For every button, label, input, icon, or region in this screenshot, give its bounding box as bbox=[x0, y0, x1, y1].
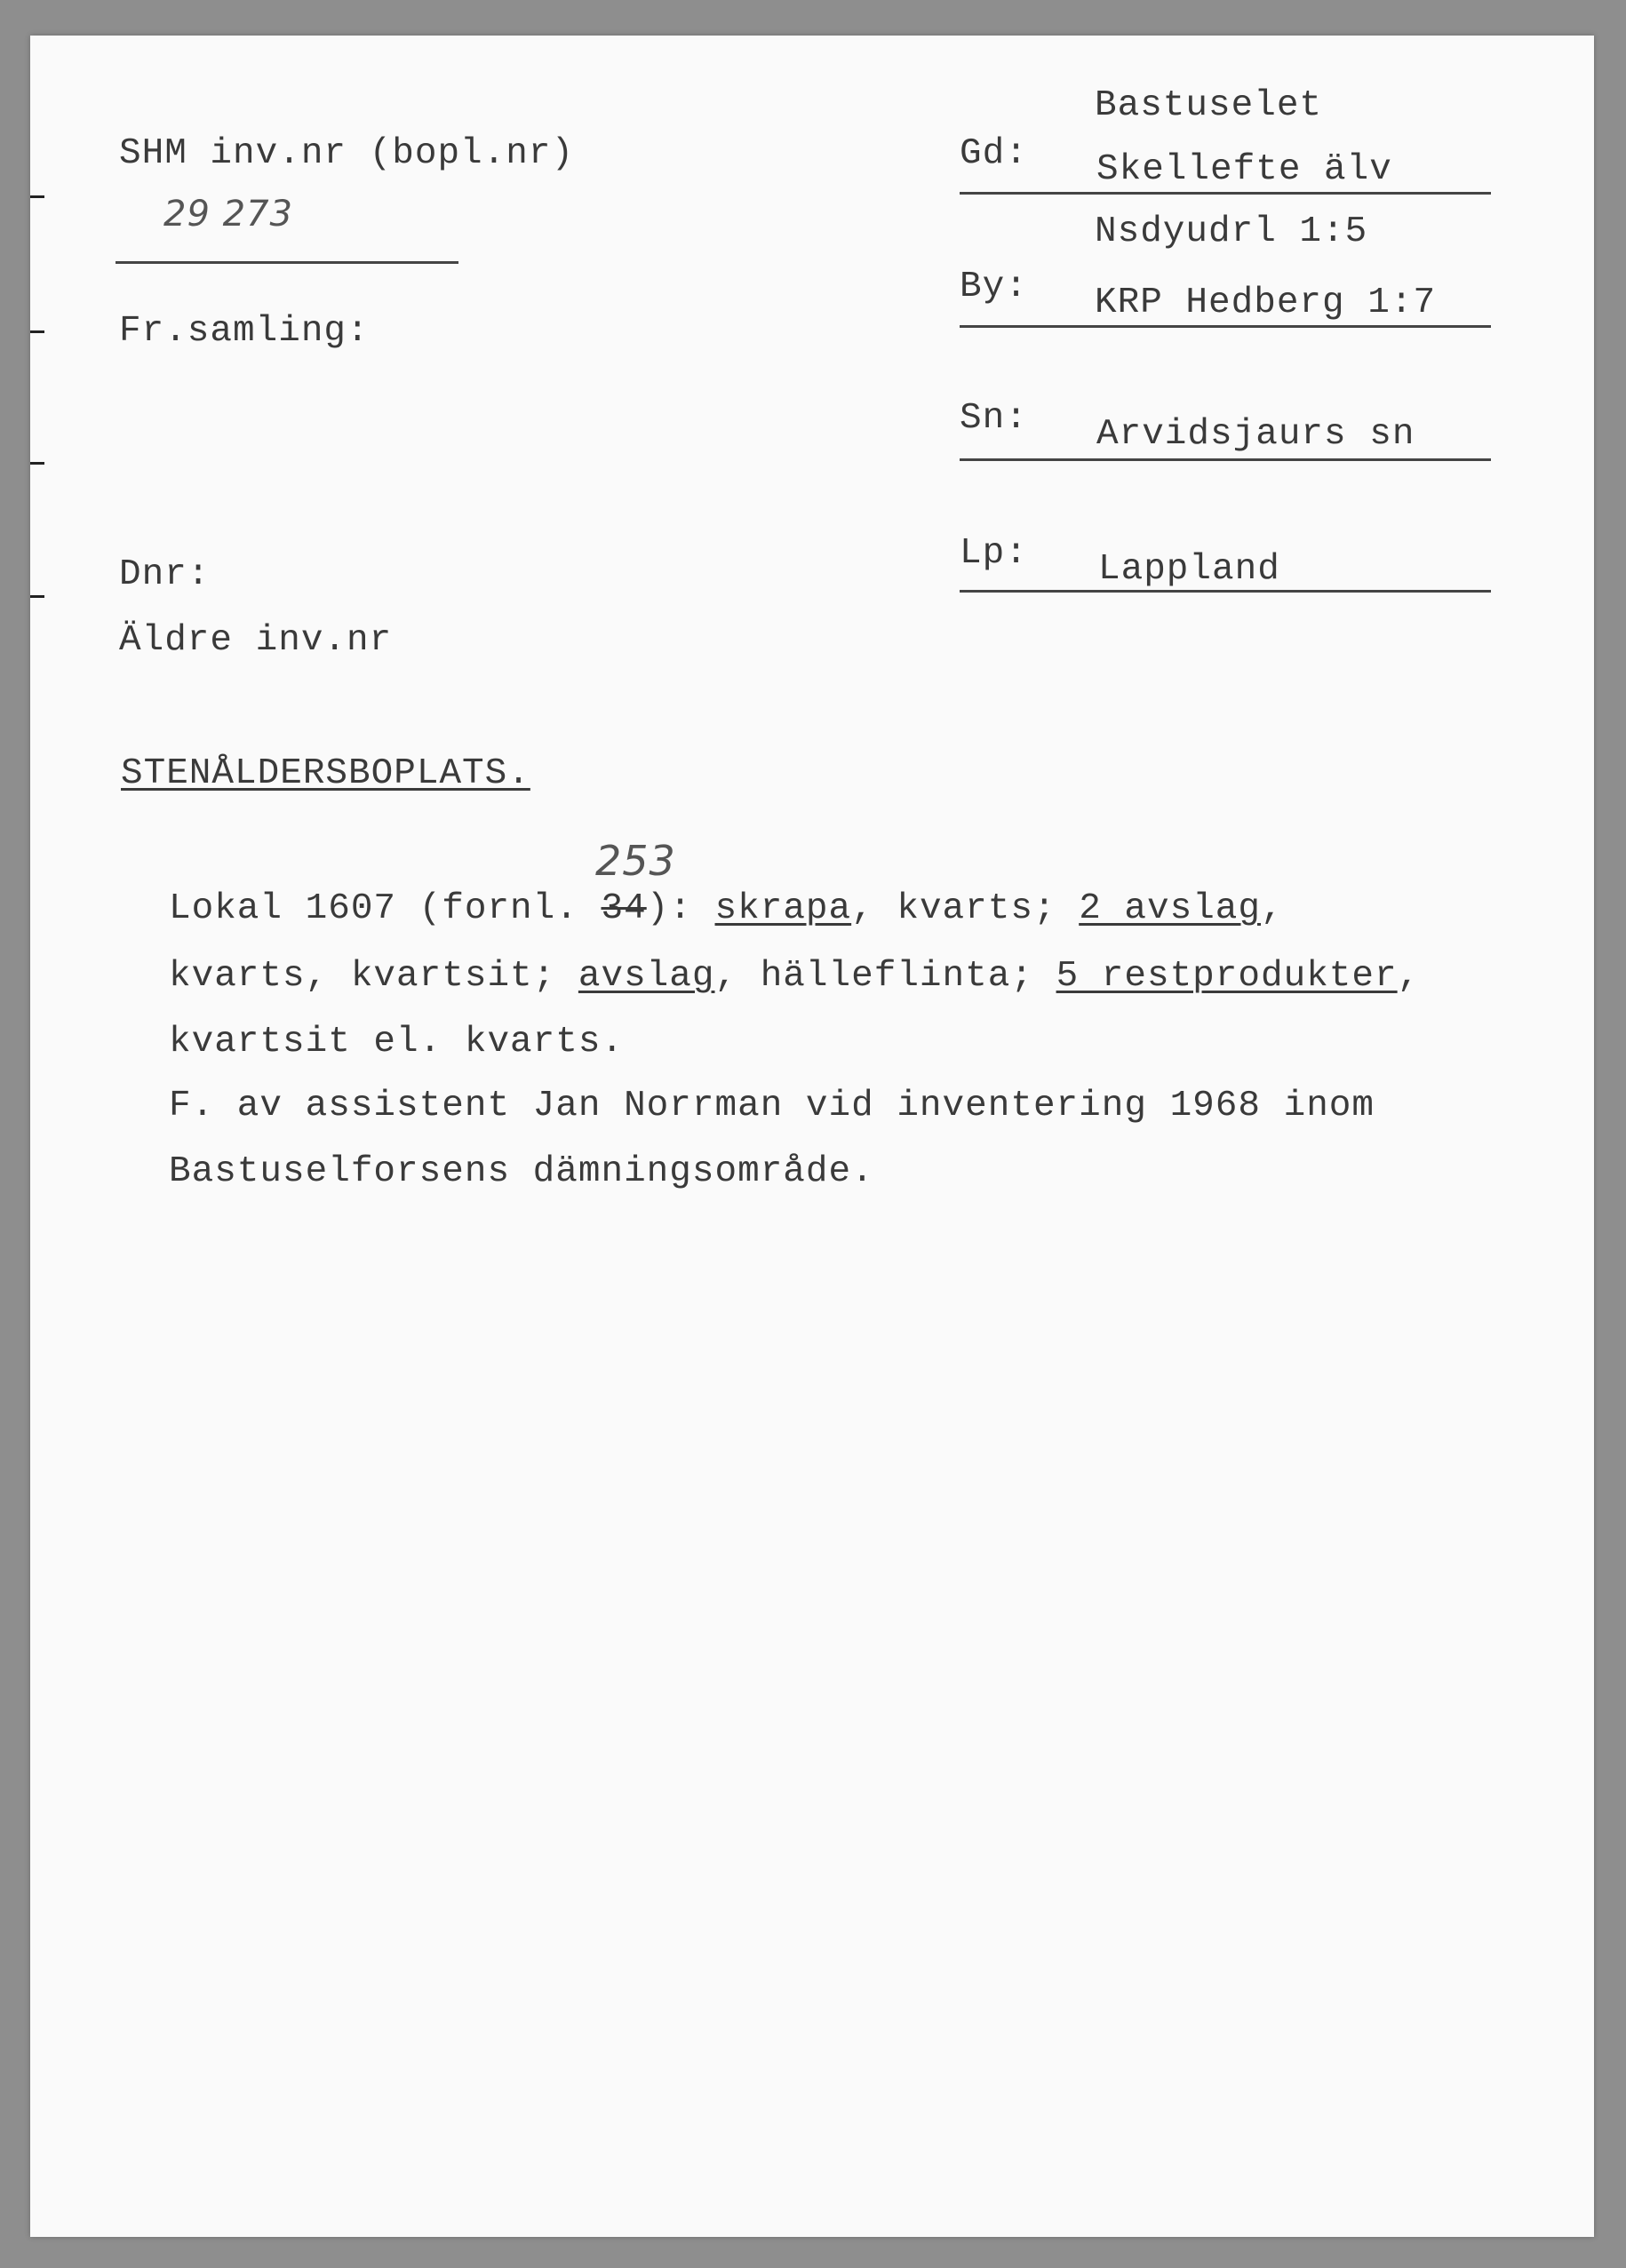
sn-value: Arvidsjaurs sn bbox=[1096, 414, 1415, 455]
body-line-5: Bastuselforsens dämningsområde. bbox=[169, 1151, 874, 1192]
gd-label: Gd: bbox=[960, 133, 1028, 174]
lp-value: Lappland bbox=[1098, 549, 1280, 590]
by-rule bbox=[960, 325, 1491, 328]
body-line-3: kvartsit el. kvarts. bbox=[169, 1022, 625, 1062]
card-edge-mark bbox=[30, 195, 44, 198]
handwritten-correction: 253 bbox=[595, 837, 676, 885]
body-line-1 bbox=[169, 888, 1284, 929]
gd-line1: Bastuselet bbox=[1095, 85, 1323, 126]
by-line2: KRP Hedberg 1:7 bbox=[1095, 283, 1437, 323]
underlined-term: avslag bbox=[578, 956, 715, 997]
card-edge-mark bbox=[30, 595, 44, 598]
by-line1: Nsdyudrl 1:5 bbox=[1095, 211, 1368, 252]
underlined-term: 5 restprodukter bbox=[1056, 956, 1398, 997]
body-text: , bbox=[1261, 888, 1284, 929]
body-text: ): bbox=[646, 888, 715, 929]
sn-label: Sn: bbox=[960, 398, 1028, 439]
gd-rule bbox=[960, 192, 1491, 195]
dnr-label: Dnr: bbox=[119, 554, 211, 595]
underlined-term: 2 avslag bbox=[1079, 888, 1262, 929]
gd-line2: Skellefte älv bbox=[1096, 149, 1392, 190]
body-text: , bbox=[1397, 956, 1421, 997]
underlined-term: skrapa bbox=[714, 888, 852, 929]
body-text: kvarts, kvartsit; bbox=[169, 956, 578, 997]
lp-label: Lp: bbox=[960, 533, 1028, 574]
inv-label: SHM inv.nr (bopl.nr) bbox=[119, 133, 575, 174]
card-edge-mark bbox=[30, 462, 44, 465]
struck-number: 34 bbox=[601, 888, 647, 929]
fr-samling-label: Fr.samling: bbox=[119, 311, 370, 352]
inv-value: 29 273 bbox=[163, 194, 293, 235]
aldre-inv-label: Äldre inv.nr bbox=[119, 620, 393, 661]
body-text: , hälleflinta; bbox=[714, 956, 1056, 997]
body-line-2 bbox=[169, 956, 1420, 997]
by-label: By: bbox=[960, 267, 1028, 307]
inv-rule bbox=[116, 261, 458, 264]
catalog-card bbox=[30, 36, 1594, 2237]
card-edge-mark bbox=[30, 330, 44, 333]
card-title: STENÅLDERSBOPLATS. bbox=[121, 753, 530, 794]
lp-rule bbox=[960, 590, 1491, 593]
body-text: , kvarts; bbox=[851, 888, 1080, 929]
sn-rule bbox=[960, 458, 1491, 461]
body-text: Lokal 1607 (fornl. bbox=[169, 888, 602, 929]
body-line-4: F. av assistent Jan Norrman vid inventering 1968 inom bbox=[169, 1086, 1375, 1126]
